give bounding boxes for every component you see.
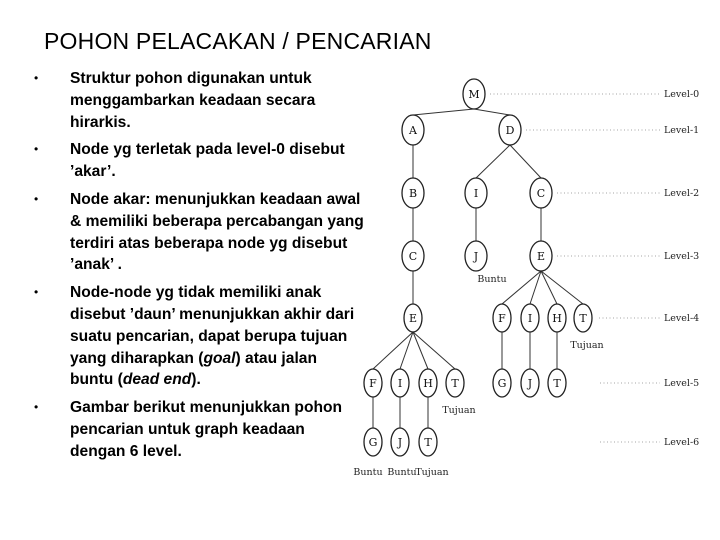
tree-node (404, 304, 422, 332)
tree-node-label: F (369, 377, 377, 390)
tree-node (548, 369, 566, 397)
node-annotation: Buntu (353, 467, 383, 478)
tree-node (530, 178, 552, 208)
tree-node-label: I (527, 312, 533, 325)
bullet-glyph: • (34, 191, 39, 206)
tree-node (499, 115, 521, 145)
tree-node-label: T (579, 312, 587, 325)
tree-node-label: I (473, 187, 479, 200)
tree-node (419, 428, 437, 456)
tree-edge (510, 145, 541, 178)
tree-node (402, 241, 424, 271)
tree-node-label: A (409, 124, 417, 137)
tree-edge (541, 271, 557, 304)
bullet-text: Struktur pohon digunakan untuk menggambarkan keadaan secara hirarkis. (70, 70, 316, 131)
tree-edge (413, 332, 455, 369)
bullet-glyph: • (34, 71, 39, 85)
emphasis-term: dead end (122, 371, 192, 389)
tree-node (391, 428, 409, 456)
tree-node-label: I (397, 377, 403, 390)
tree-node-label: G (497, 377, 507, 390)
bullet-text: Gambar berikut menunjukkan pohon pencarian untuk graph keadaan dengan 6 level. (70, 399, 343, 460)
tree-node (446, 369, 464, 397)
tree-node (402, 115, 424, 145)
bullet-text: Node akar: menunjukkan keadaan awal & memiliki beberapa percabangan yang terdiri atas beberapa node yg disebut ’anak’ . (70, 190, 364, 274)
tree-node-label: D (505, 124, 515, 137)
node-annotation: Buntu (477, 274, 507, 285)
tree-node-label: E (408, 312, 418, 325)
level-label: Level-6 (664, 437, 700, 448)
node-annotation: Tujuan (570, 340, 604, 351)
level-label: Level-1 (664, 125, 700, 136)
tree-node (574, 304, 592, 332)
slide-title: POHON PELACAKAN / PENCARIAN (44, 28, 432, 54)
tree-node-label: C (408, 250, 418, 263)
tree-node-label: T (553, 377, 561, 390)
tree-node (530, 241, 552, 271)
emphasis-term: goal (203, 349, 236, 367)
level-label: Level-4 (664, 313, 700, 324)
level-label: Level-0 (664, 89, 700, 100)
tree-node-label: H (423, 377, 433, 390)
tree-node (521, 369, 539, 397)
bullet-glyph: • (34, 400, 39, 415)
tree-node-label: B (408, 187, 418, 200)
tree-node-label: T (424, 436, 432, 449)
tree-node-label: M (468, 88, 480, 101)
level-label: Level-5 (664, 378, 700, 389)
tree-node-label: F (498, 312, 506, 325)
tree-node-label: J (527, 377, 533, 390)
bullet-text: Node-node yg tidak memiliki anak disebut ’daun’ menunjukkan akhir dari suatu pencarian, dapat berupa tujuan yang diharapkan (goal) atau jalan buntu (dead end). (70, 284, 355, 389)
node-annotation: Tujuan (415, 467, 449, 478)
tree-node-label: J (473, 250, 479, 263)
tree-edge (413, 332, 428, 369)
tree-node (391, 369, 409, 397)
tree-node (402, 178, 424, 208)
tree-node (493, 369, 511, 397)
bullet-text: Node yg terletak pada level-0 disebut ’akar’. (70, 141, 345, 181)
tree-node-label: E (536, 250, 546, 263)
bullet-glyph: • (34, 142, 39, 157)
node-annotation: Buntu (387, 467, 417, 478)
tree-edge (476, 145, 510, 178)
tree-node (364, 428, 382, 456)
tree-node-label: J (397, 436, 403, 449)
level-label: Level-3 (664, 251, 700, 262)
tree-node (493, 304, 511, 332)
tree-node (419, 369, 437, 397)
tree-node (521, 304, 539, 332)
bullet-glyph: • (34, 285, 39, 300)
tree-node (364, 369, 382, 397)
tree-node (465, 241, 487, 271)
tree-edge (474, 109, 510, 115)
tree-node-label: H (552, 312, 562, 325)
tree-node-label: T (451, 377, 459, 390)
tree-node-label: C (536, 187, 546, 200)
tree-node (548, 304, 566, 332)
tree-edge (413, 109, 474, 115)
tree-edge (541, 271, 583, 304)
tree-node-label: G (368, 436, 378, 449)
tree-node (465, 178, 487, 208)
tree-node (463, 79, 485, 109)
level-label: Level-2 (664, 188, 700, 199)
node-annotation: Tujuan (442, 405, 476, 416)
